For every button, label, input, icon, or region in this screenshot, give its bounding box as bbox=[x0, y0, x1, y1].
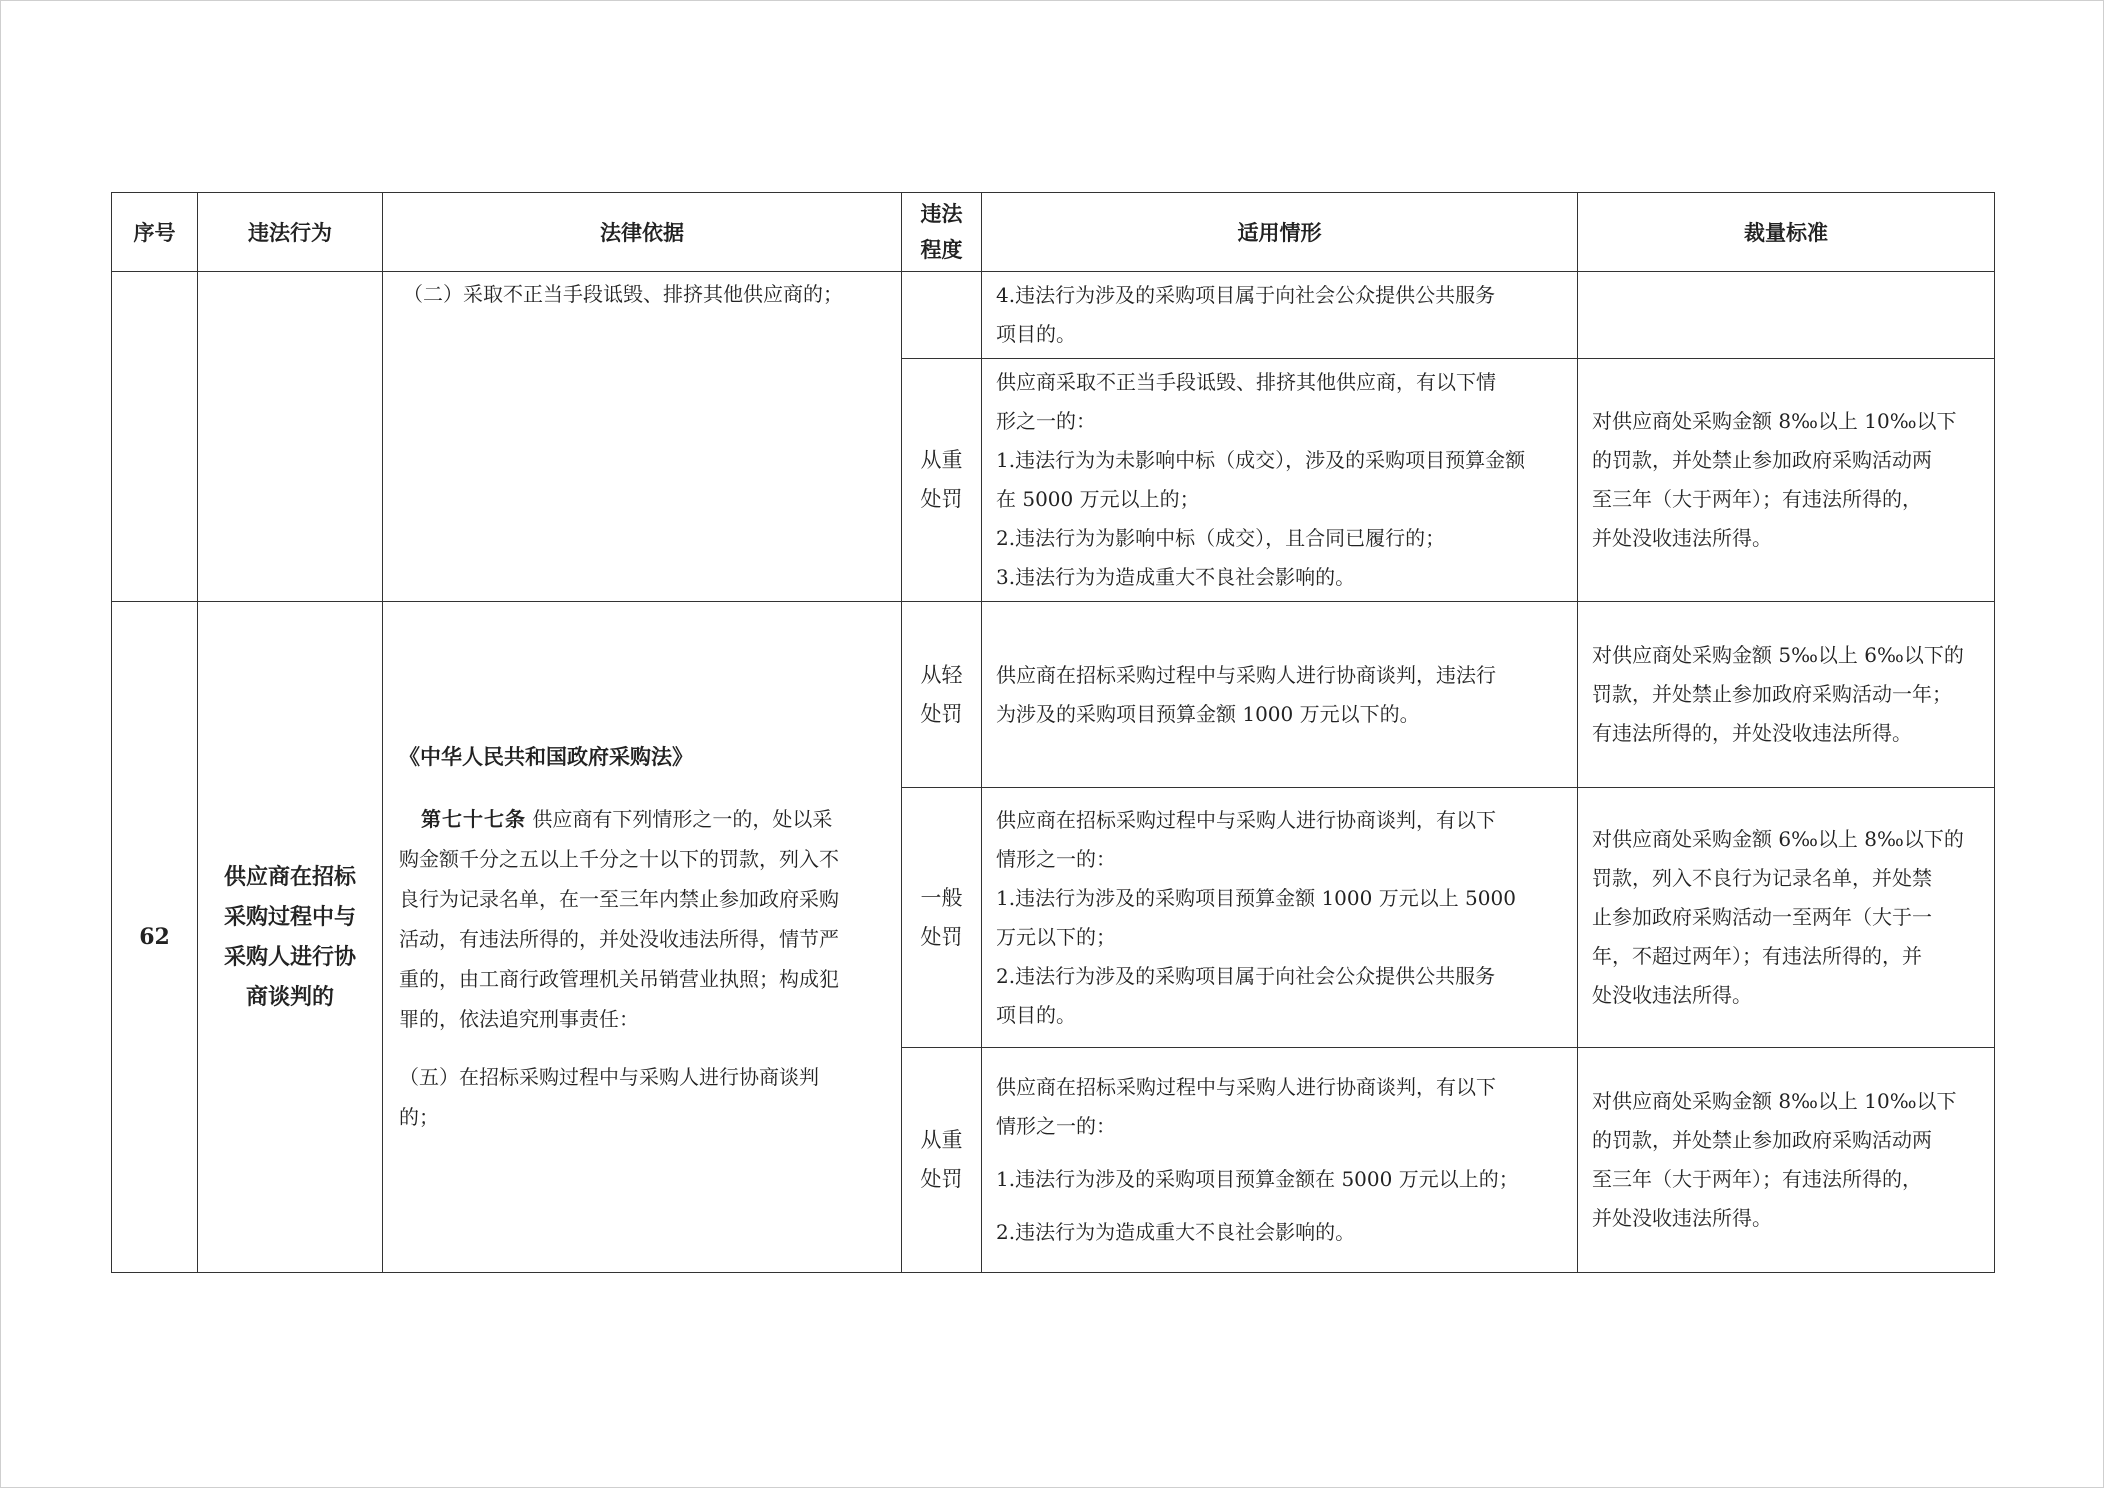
situation-line: 2.违法行为为造成重大不良社会影响的。 bbox=[996, 1220, 1356, 1244]
standard-cell bbox=[1578, 1048, 1995, 1273]
situation-line: 为涉及的采购项目预算金额 1000 万元以下的。 bbox=[996, 701, 1420, 726]
standard-line: 罚款，并处禁止参加政府采购活动一年； bbox=[1592, 682, 1952, 706]
degree-line: 处罚 bbox=[920, 487, 963, 511]
situation-line: 2.违法行为为影响中标（成交），且合同已履行的； bbox=[996, 526, 1446, 550]
situation-line: 1.违法行为涉及的采购项目预算金额在 5000 万元以上的； bbox=[996, 1167, 1519, 1191]
header-behavior: 违法行为 bbox=[198, 193, 383, 272]
standard-cell bbox=[1578, 602, 1995, 788]
article-line: 购金额千分之五以上千分之十以下的罚款，列入不 bbox=[399, 847, 839, 871]
cont-standard-cell bbox=[1578, 272, 1995, 359]
situation-cell bbox=[982, 1048, 1578, 1273]
situation-cell bbox=[982, 602, 1578, 788]
situation-line: 供应商在招标采购过程中与采购人进行协商谈判，有以下 bbox=[996, 1075, 1496, 1099]
situation-line: 1.违法行为涉及的采购项目预算金额 1000 万元以上 5000 bbox=[996, 885, 1516, 910]
legal-basis-cell bbox=[383, 602, 902, 1273]
table-row bbox=[112, 272, 1995, 359]
situation-line: 供应商在招标采购过程中与采购人进行协商谈判，有以下 bbox=[996, 807, 1496, 832]
degree-cell bbox=[902, 602, 982, 788]
situation-line: 形之一的： bbox=[996, 409, 1096, 433]
law-title: 《中华人民共和国政府采购法》 bbox=[399, 744, 693, 769]
standard-line: 年，不超过两年）；有违法所得的，并 bbox=[1592, 944, 1922, 968]
standard-line: 并处没收违法所得。 bbox=[1592, 1206, 1772, 1230]
clause-line: 的； bbox=[399, 1105, 439, 1129]
situation-line: 供应商在招标采购过程中与采购人进行协商谈判，违法行 bbox=[996, 662, 1496, 687]
degree-cell bbox=[902, 1048, 982, 1273]
degree-line: 处罚 bbox=[920, 1167, 963, 1191]
article-line: 供应商有下列情形之一的，处以采 bbox=[532, 807, 833, 831]
standard-line: 并处没收违法所得。 bbox=[1592, 526, 1772, 550]
header-row bbox=[112, 193, 1995, 272]
degree-line: 处罚 bbox=[920, 924, 963, 949]
violation-behavior bbox=[198, 602, 383, 1273]
cont-no-cell bbox=[112, 272, 198, 602]
standard-line: 对供应商处采购金额 5‰以上 6‰以下的 bbox=[1592, 643, 1964, 667]
degree-line: 处罚 bbox=[920, 701, 963, 726]
degree-line: 从轻 bbox=[920, 662, 963, 687]
header-degree-line: 程度 bbox=[920, 237, 963, 262]
degree-cell bbox=[902, 359, 982, 602]
cont-degree-cell bbox=[902, 272, 982, 359]
standard-line: 对供应商处采购金额 8‰以上 10‰以下 bbox=[1592, 409, 1957, 433]
header-no: 序号 bbox=[112, 193, 198, 272]
behavior-line: 采购过程中与 bbox=[223, 904, 356, 930]
situation-line: 4.违法行为涉及的采购项目属于向社会公众提供公共服务 bbox=[996, 283, 1496, 307]
header-standard: 裁量标准 bbox=[1578, 193, 1995, 272]
header-situation: 适用情形 bbox=[982, 193, 1578, 272]
degree-cell bbox=[902, 788, 982, 1048]
behavior-line: 商谈判的 bbox=[245, 984, 334, 1010]
standard-line: 处没收违法所得。 bbox=[1592, 983, 1752, 1007]
header-degree-line: 违法 bbox=[920, 201, 963, 226]
standard-line: 止参加政府采购活动一至两年（大于一 bbox=[1592, 905, 1932, 929]
standard-line: 至三年（大于两年）；有违法所得的， bbox=[1592, 487, 1922, 511]
degree-line: 从重 bbox=[920, 448, 963, 472]
degree-line: 一般 bbox=[920, 885, 963, 910]
behavior-line: 采购人进行协 bbox=[223, 944, 356, 970]
standard-line: 对供应商处采购金额 6‰以上 8‰以下的 bbox=[1592, 827, 1964, 851]
penalty-discretion-table bbox=[111, 192, 1995, 1273]
situation-line: 项目的。 bbox=[996, 322, 1076, 346]
situation-cell bbox=[982, 788, 1578, 1048]
standard-line: 的罚款，并处禁止参加政府采购活动两 bbox=[1592, 448, 1932, 472]
standard-line: 的罚款，并处禁止参加政府采购活动两 bbox=[1592, 1128, 1932, 1152]
situation-line: 万元以下的； bbox=[996, 924, 1116, 949]
standard-line: 至三年（大于两年）；有违法所得的， bbox=[1592, 1167, 1922, 1191]
cont-behavior-cell bbox=[198, 272, 383, 602]
situation-line: 在 5000 万元以上的； bbox=[996, 487, 1200, 511]
article-line: 良行为记录名单，在一至三年内禁止参加政府采购 bbox=[399, 887, 839, 911]
cont-situation-cell bbox=[982, 272, 1578, 359]
clause-line: （五）在招标采购过程中与采购人进行协商谈判 bbox=[399, 1065, 819, 1089]
law-clause: （二）采取不正当手段诋毁、排挤其他供应商的； bbox=[403, 282, 843, 306]
situation-line: 情形之一的： bbox=[996, 1114, 1116, 1138]
situation-line: 项目的。 bbox=[996, 1002, 1076, 1027]
cont-basis-cell bbox=[383, 272, 902, 602]
header-basis: 法律依据 bbox=[383, 193, 902, 272]
article-line: 罪的，依法追究刑事责任： bbox=[399, 1007, 639, 1031]
header-degree bbox=[902, 193, 982, 272]
behavior-line: 供应商在招标 bbox=[223, 864, 356, 890]
item-number: 62 bbox=[112, 602, 198, 1273]
standard-line: 对供应商处采购金额 8‰以上 10‰以下 bbox=[1592, 1089, 1957, 1113]
situation-line: 情形之一的： bbox=[996, 846, 1116, 871]
situation-line: 3.违法行为为造成重大不良社会影响的。 bbox=[996, 565, 1356, 589]
table-row bbox=[112, 602, 1995, 788]
degree-line: 从重 bbox=[920, 1128, 963, 1152]
article-text bbox=[399, 799, 889, 839]
standard-cell bbox=[1578, 359, 1995, 602]
standard-cell bbox=[1578, 788, 1995, 1048]
article-line: 活动，有违法所得的，并处没收违法所得，情节严 bbox=[399, 927, 839, 951]
standard-line: 有违法所得的，并处没收违法所得。 bbox=[1592, 721, 1912, 745]
standard-line: 罚款，列入不良行为记录名单，并处禁 bbox=[1592, 866, 1932, 890]
situation-cell bbox=[982, 359, 1578, 602]
situation-line: 2.违法行为涉及的采购项目属于向社会公众提供公共服务 bbox=[996, 963, 1496, 988]
situation-line: 1.违法行为为未影响中标（成交），涉及的采购项目预算金额 bbox=[996, 448, 1526, 472]
article-line: 重的，由工商行政管理机关吊销营业执照；构成犯 bbox=[399, 967, 839, 991]
situation-line: 供应商采取不正当手段诋毁、排挤其他供应商，有以下情 bbox=[996, 370, 1496, 394]
article-head: 第七十七条 bbox=[421, 807, 526, 831]
